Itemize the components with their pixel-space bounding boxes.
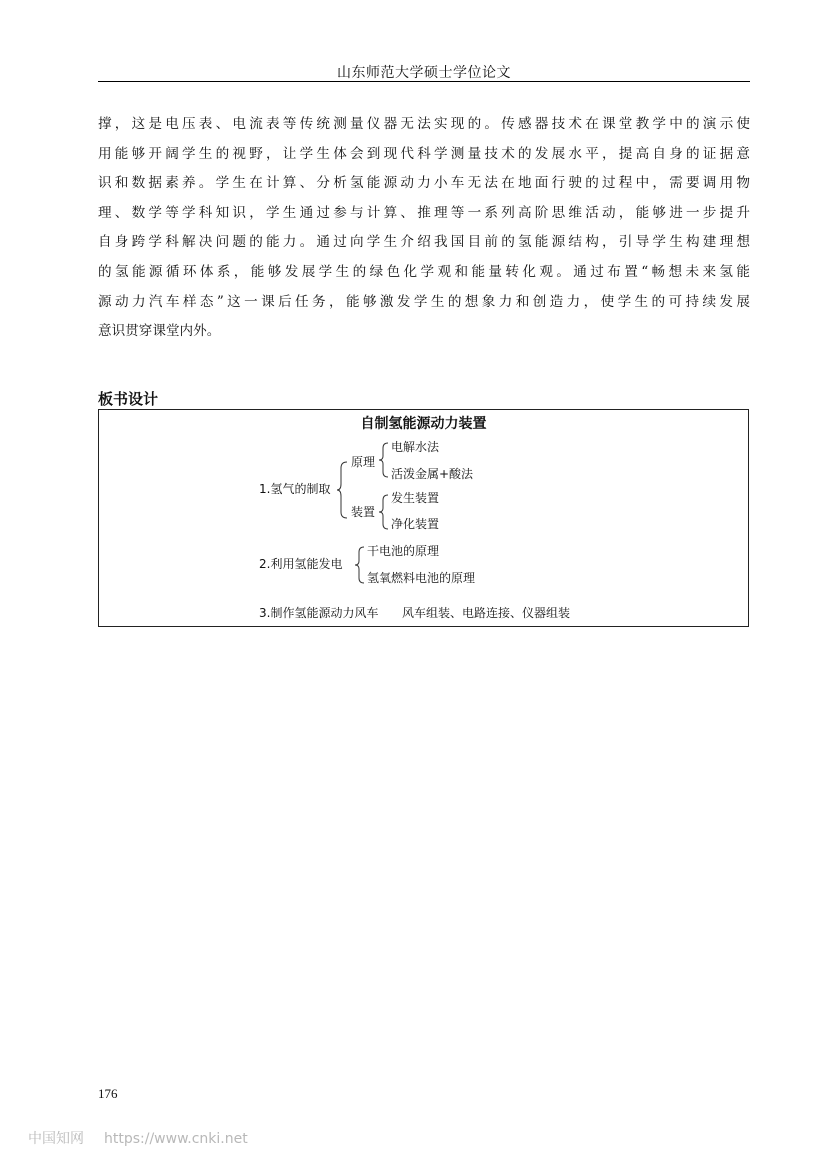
blackboard-design-figure bbox=[98, 409, 749, 627]
brace-principle bbox=[379, 442, 389, 478]
running-header: 山东师范大学硕士学位论文 bbox=[337, 65, 511, 81]
header-rule bbox=[98, 81, 750, 82]
device-label: 装置 bbox=[351, 505, 376, 519]
device-child-1: 发生装置 bbox=[391, 491, 440, 505]
item3-detail: 风车组装、电路连接、仪器组装 bbox=[402, 606, 571, 620]
brace-item2 bbox=[355, 546, 365, 584]
item1-label: 1.氢气的制取 bbox=[259, 482, 331, 496]
paragraph-line: 源动力汽车样态”这一课后任务，能够激发学生的想象力和创造力，使学生的可持续发展 bbox=[98, 293, 750, 310]
watermark-name: 中国知网 bbox=[28, 1131, 84, 1147]
watermark bbox=[28, 1128, 248, 1148]
paragraph-line: 意识贯穿课堂内外。 bbox=[98, 323, 221, 340]
paragraph-line: 撑，这是电压表、电流表等传统测量仪器无法实现的。传感器技术在课堂教学中的演示使 bbox=[98, 116, 750, 132]
paragraph-line: 的氢能源循环体系，能够发展学生的绿色化学观和能量转化观。通过布置“畅想未来氢能 bbox=[98, 263, 750, 280]
device-child-2: 净化装置 bbox=[391, 517, 440, 531]
principle-child-1: 电解水法 bbox=[391, 440, 440, 454]
page-number: 176 bbox=[98, 1086, 118, 1101]
paragraph-line: 识和数据素养。学生在计算、分析氢能源动力小车无法在地面行驶的过程中，需要调用物 bbox=[98, 175, 750, 192]
item2-child-2: 氢氧燃料电池的原理 bbox=[367, 571, 476, 585]
watermark-url[interactable]: https://www.cnki.net bbox=[104, 1131, 248, 1147]
brace-item1 bbox=[337, 460, 349, 520]
paragraph-line: 理、数学等学科知识，学生通过参与计算、推理等一系列高阶思维活动，能够进一步提升 bbox=[98, 204, 750, 221]
board-title: 自制氢能源动力装置 bbox=[360, 416, 487, 432]
principle-label: 原理 bbox=[351, 455, 376, 469]
paragraph-line: 自身跨学科解决问题的能力。通过向学生介绍我国目前的氢能源结构，引导学生构建理想 bbox=[98, 234, 750, 251]
item2-child-1: 干电池的原理 bbox=[367, 544, 440, 558]
principle-child-2: 活泼金属+酸法 bbox=[391, 467, 474, 481]
brace-device bbox=[379, 494, 389, 530]
paragraph-line: 用能够开阔学生的视野，让学生体会到现代科学测量技术的发展水平，提高自身的证据意 bbox=[98, 145, 750, 162]
item3-label: 3.制作氢能源动力风车 bbox=[259, 606, 379, 620]
section-heading: 板书设计 bbox=[98, 390, 159, 408]
body-paragraph bbox=[98, 110, 750, 347]
item2-label: 2.利用氢能发电 bbox=[259, 557, 343, 571]
